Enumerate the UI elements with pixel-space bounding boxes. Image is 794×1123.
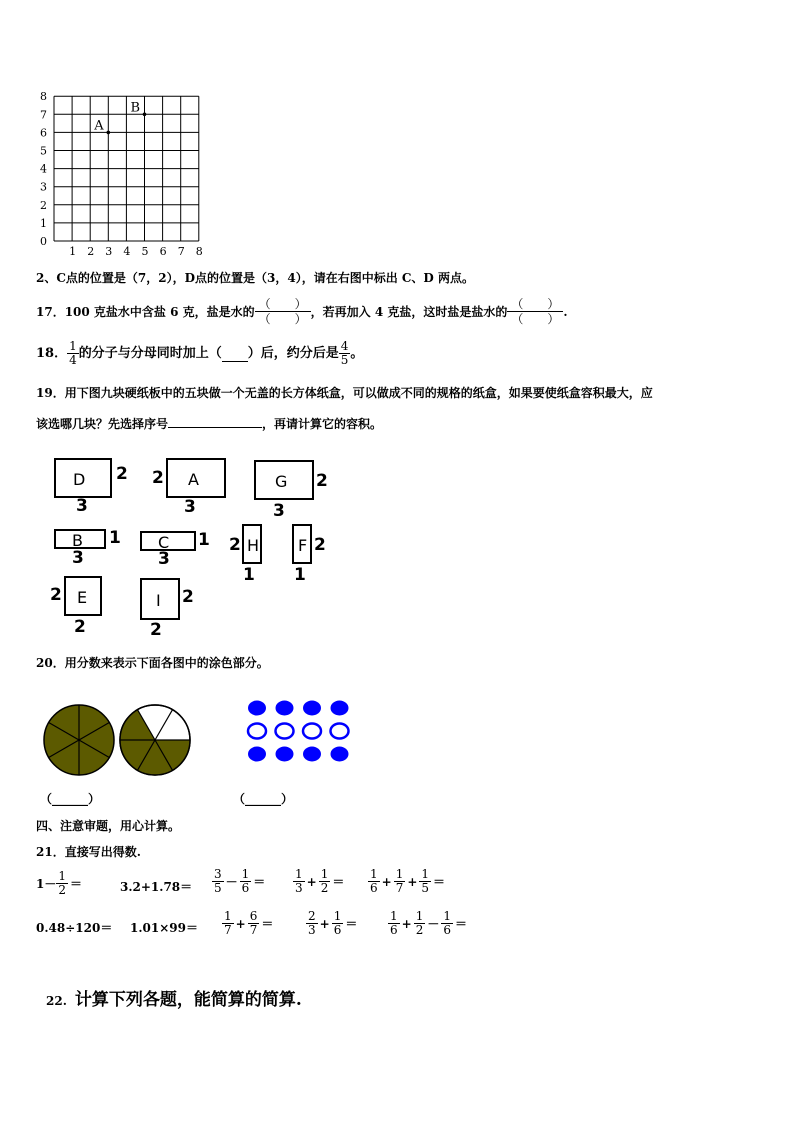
calc-operator: + bbox=[381, 874, 392, 889]
calc-r2-e4 bbox=[306, 910, 359, 937]
answer-blank-19[interactable] bbox=[168, 415, 262, 428]
filled-dot bbox=[248, 747, 266, 762]
fraction-numerator: 1 bbox=[241, 867, 250, 881]
fraction-denominator: 6 bbox=[390, 923, 398, 937]
y-axis-tick-label: 1 bbox=[40, 216, 47, 230]
fraction-denominator: 3 bbox=[295, 881, 303, 895]
question-2 bbox=[36, 270, 474, 286]
answer-fraction-2[interactable] bbox=[507, 297, 563, 326]
calc-operator: － bbox=[427, 917, 440, 931]
question-19-text-2: 该选哪几块？先选择序号 bbox=[36, 417, 169, 431]
card-i bbox=[140, 578, 180, 620]
calc-r1-e3 bbox=[212, 868, 267, 895]
card-f-width: 1 bbox=[294, 565, 306, 585]
calc-operator: + bbox=[235, 916, 246, 931]
calc-text: 1.01×99＝ bbox=[130, 921, 198, 935]
card-d-height: 2 bbox=[116, 464, 128, 484]
question-22-text: 计算下列各题，能简算的简算. bbox=[74, 990, 302, 1010]
shaded-circles-figure bbox=[40, 700, 200, 780]
card-b-height: 1 bbox=[109, 528, 121, 548]
coordinate-grid bbox=[30, 80, 210, 255]
question-19-line-1 bbox=[36, 385, 653, 401]
fraction-denominator: 7 bbox=[395, 881, 404, 895]
y-axis-tick-label: 3 bbox=[40, 180, 47, 194]
fraction-denominator: 5 bbox=[214, 881, 222, 895]
question-17 bbox=[36, 297, 568, 326]
filled-dot bbox=[276, 747, 294, 762]
card-e-width: 2 bbox=[74, 617, 86, 637]
card-h bbox=[242, 524, 262, 564]
fraction bbox=[306, 910, 318, 937]
fraction-numerator: 1 bbox=[224, 909, 232, 923]
card-d-width: 3 bbox=[76, 496, 88, 516]
answer-fraction-1-denominator[interactable]: （ ） bbox=[258, 312, 307, 326]
fraction-denominator: 5 bbox=[340, 353, 349, 367]
question-20 bbox=[36, 655, 269, 671]
filled-dot bbox=[303, 701, 321, 716]
point-b-marker bbox=[143, 113, 147, 117]
x-axis-tick-label: 4 bbox=[123, 245, 131, 255]
fraction-denominator: 2 bbox=[415, 923, 424, 937]
point-b-label: B bbox=[130, 100, 141, 116]
card-e-label: E bbox=[77, 588, 88, 607]
card-g-label: G bbox=[275, 472, 288, 491]
calc-equals: ＝ bbox=[261, 917, 274, 931]
fraction-denominator: 7 bbox=[249, 923, 258, 937]
question-19-text-1: 19．用下图九块硬纸板中的五块做一个无盖的长方体纸盒，可以做成不同的规格的纸盒，如果要使纸盒容积最大，应 bbox=[36, 386, 653, 400]
hollow-dot bbox=[303, 724, 321, 739]
fraction-numerator: 1 bbox=[320, 867, 329, 881]
fraction-denominator: 2 bbox=[320, 881, 329, 895]
coordinate-grid-svg bbox=[30, 80, 210, 255]
calc-text: 1－ bbox=[36, 877, 57, 891]
filled-dot bbox=[331, 701, 349, 716]
question-20-text: 20．用分数来表示下面各图中的涂色部分。 bbox=[36, 656, 269, 670]
question-17-text-3: . bbox=[563, 304, 568, 319]
card-i-label: I bbox=[156, 591, 161, 610]
fraction bbox=[293, 868, 305, 895]
card-e bbox=[64, 576, 102, 616]
calc-equals: ＝ bbox=[70, 877, 83, 891]
question-18-number: 18． bbox=[36, 345, 68, 361]
hollow-dot bbox=[248, 724, 266, 739]
calc-r1-e2 bbox=[120, 878, 192, 895]
question-17-text-1: 17．100 克盐水中含盐 6 克，盐是水的 bbox=[36, 304, 255, 319]
card-b bbox=[54, 529, 106, 549]
fraction-denominator: 7 bbox=[224, 923, 232, 937]
fraction bbox=[394, 868, 406, 895]
fraction-four-fifths bbox=[339, 340, 351, 367]
card-b-width: 3 bbox=[72, 548, 84, 568]
fraction bbox=[441, 910, 453, 937]
card-a bbox=[166, 458, 226, 498]
card-f bbox=[292, 524, 312, 564]
y-axis-tick-label: 7 bbox=[40, 108, 47, 122]
card-d bbox=[54, 458, 112, 498]
filled-dot bbox=[303, 747, 321, 762]
card-e-height: 2 bbox=[50, 585, 62, 605]
fraction bbox=[368, 868, 380, 895]
card-i-width: 2 bbox=[150, 620, 162, 640]
calc-operator: － bbox=[225, 875, 238, 889]
question-18 bbox=[36, 340, 363, 367]
card-h-label: H bbox=[247, 536, 260, 555]
calc-r1-e1 bbox=[36, 870, 84, 897]
fraction-denominator: 5 bbox=[421, 881, 430, 895]
calc-r2-e1 bbox=[36, 919, 112, 936]
fraction-numerator: 1 bbox=[415, 909, 424, 923]
fraction bbox=[419, 868, 431, 895]
card-h-width: 1 bbox=[243, 565, 255, 585]
y-axis-tick-label: 0 bbox=[40, 235, 47, 248]
point-a-marker bbox=[107, 131, 111, 135]
dots-figure bbox=[240, 695, 360, 770]
point-a-label: A bbox=[94, 118, 104, 134]
calc-operator: + bbox=[401, 916, 412, 931]
question-2-text: 2、C点的位置是（7，2），D点的位置是（3，4），请在右图中标出 C、D 两点。 bbox=[36, 271, 475, 285]
fraction-numerator: 1 bbox=[295, 867, 303, 881]
section-4-title: 四、注意审题，用心计算。 bbox=[36, 819, 181, 833]
fraction-numerator: 1 bbox=[421, 867, 430, 881]
fraction-numerator: 1 bbox=[395, 867, 404, 881]
calc-operator: + bbox=[407, 874, 418, 889]
circle-fully-shaded bbox=[44, 705, 114, 775]
fraction-numerator: 2 bbox=[308, 909, 316, 923]
calc-equals: ＝ bbox=[455, 917, 468, 931]
fraction bbox=[248, 910, 260, 937]
card-c-height: 1 bbox=[198, 530, 210, 550]
y-axis-tick-label: 8 bbox=[40, 90, 47, 104]
fraction-numerator: 1 bbox=[58, 869, 66, 883]
x-axis-tick-label: 8 bbox=[195, 245, 203, 255]
y-axis-tick-label: 5 bbox=[40, 144, 47, 158]
fraction-numerator: 6 bbox=[249, 909, 258, 923]
answer-fraction-1[interactable] bbox=[255, 297, 311, 326]
question-19-text-3: ，再请计算它的容积。 bbox=[262, 417, 383, 431]
fraction-numerator: 1 bbox=[333, 909, 342, 923]
answer-fraction-2-numerator[interactable]: （ ） bbox=[507, 297, 563, 312]
card-g-width: 3 bbox=[273, 501, 285, 521]
fraction-denominator: 6 bbox=[443, 923, 451, 937]
answer-blank-20-2[interactable]: （______） bbox=[233, 792, 294, 806]
fraction-denominator: 6 bbox=[333, 923, 342, 937]
filled-dot bbox=[248, 701, 266, 716]
filled-dot bbox=[276, 701, 294, 716]
fraction-numerator: 3 bbox=[214, 867, 222, 881]
x-axis-tick-label: 5 bbox=[141, 245, 149, 255]
dots-svg bbox=[240, 695, 360, 770]
answer-blank-18[interactable] bbox=[222, 345, 248, 362]
calc-equals: ＝ bbox=[253, 875, 266, 889]
card-f-label: F bbox=[298, 536, 308, 555]
calc-operator: + bbox=[306, 874, 317, 889]
answer-fraction-2-denominator[interactable]: （ ） bbox=[511, 312, 560, 326]
card-c-width: 3 bbox=[158, 549, 170, 569]
y-axis-tick-label: 6 bbox=[40, 126, 47, 140]
answer-blank-20-1[interactable]: （______） bbox=[40, 792, 101, 806]
question-18-text-3: 。 bbox=[350, 345, 364, 361]
fraction-numerator: 1 bbox=[443, 909, 451, 923]
fraction-one-quarter bbox=[67, 340, 79, 367]
answer-fraction-1-numerator[interactable]: （ ） bbox=[255, 297, 311, 312]
question-17-text-2: ，若再加入 4 克盐，这时盐是盐水的 bbox=[310, 304, 508, 319]
fraction-numerator: 1 bbox=[370, 867, 378, 881]
x-axis-tick-label: 2 bbox=[87, 245, 95, 255]
calc-text: 3.2+1.78＝ bbox=[120, 880, 193, 894]
hollow-dot bbox=[331, 724, 349, 739]
fraction bbox=[222, 910, 234, 937]
question-22-number: 22. bbox=[46, 994, 67, 1008]
card-f-height: 2 bbox=[314, 535, 326, 555]
card-a-height: 2 bbox=[152, 468, 164, 488]
fraction bbox=[414, 910, 426, 937]
calc-equals: ＝ bbox=[345, 917, 358, 931]
fraction bbox=[56, 870, 68, 897]
calc-r1-e4 bbox=[293, 868, 346, 895]
card-c-label: C bbox=[158, 533, 170, 552]
fraction bbox=[240, 868, 252, 895]
fraction bbox=[319, 868, 331, 895]
calc-equals: ＝ bbox=[332, 875, 345, 889]
card-h-height: 2 bbox=[229, 535, 241, 555]
calc-r2-e3 bbox=[222, 910, 275, 937]
fraction-numerator: 4 bbox=[340, 339, 349, 353]
hollow-dot bbox=[276, 724, 294, 739]
x-axis-tick-label: 3 bbox=[105, 245, 113, 255]
card-a-label: A bbox=[188, 470, 199, 489]
question-18-text-2: ）后，约分后是 bbox=[247, 345, 339, 361]
calc-operator: + bbox=[319, 916, 330, 931]
circle-partially-shaded bbox=[120, 705, 190, 775]
filled-dot bbox=[331, 747, 349, 762]
fraction-denominator: 3 bbox=[308, 923, 316, 937]
fraction-denominator: 2 bbox=[58, 883, 66, 897]
question-22 bbox=[46, 985, 302, 1010]
card-b-label: B bbox=[72, 531, 83, 550]
calc-equals: ＝ bbox=[433, 875, 446, 889]
fraction-numerator: 1 bbox=[69, 339, 77, 353]
y-axis-tick-label: 2 bbox=[40, 198, 47, 212]
card-c bbox=[140, 531, 196, 551]
card-d-label: D bbox=[73, 470, 86, 489]
fraction bbox=[332, 910, 344, 937]
fraction-numerator: 1 bbox=[390, 909, 398, 923]
card-g bbox=[254, 460, 314, 500]
fraction-denominator: 4 bbox=[69, 353, 77, 367]
question-18-text-1: 的分子与分母同时加上（ bbox=[78, 345, 222, 361]
fraction-denominator: 6 bbox=[370, 881, 378, 895]
card-g-height: 2 bbox=[316, 471, 328, 491]
fraction-denominator: 6 bbox=[241, 881, 250, 895]
question-21-title: 21．直接写出得数. bbox=[36, 845, 141, 859]
calc-r2-e2 bbox=[130, 919, 198, 936]
question-19-line-2 bbox=[36, 415, 382, 432]
calc-r1-e5 bbox=[368, 868, 447, 895]
calc-r2-e5 bbox=[388, 910, 469, 937]
x-axis-tick-label: 6 bbox=[159, 245, 167, 255]
calc-text: 0.48÷120＝ bbox=[36, 921, 113, 935]
shaded-circles-svg bbox=[40, 700, 200, 780]
fraction bbox=[212, 868, 224, 895]
x-axis-tick-label: 7 bbox=[177, 245, 185, 255]
y-axis-tick-label: 4 bbox=[40, 162, 47, 176]
card-a-width: 3 bbox=[184, 497, 196, 517]
card-i-height: 2 bbox=[182, 587, 194, 607]
x-axis-tick-label: 1 bbox=[69, 245, 77, 255]
fraction bbox=[388, 910, 400, 937]
